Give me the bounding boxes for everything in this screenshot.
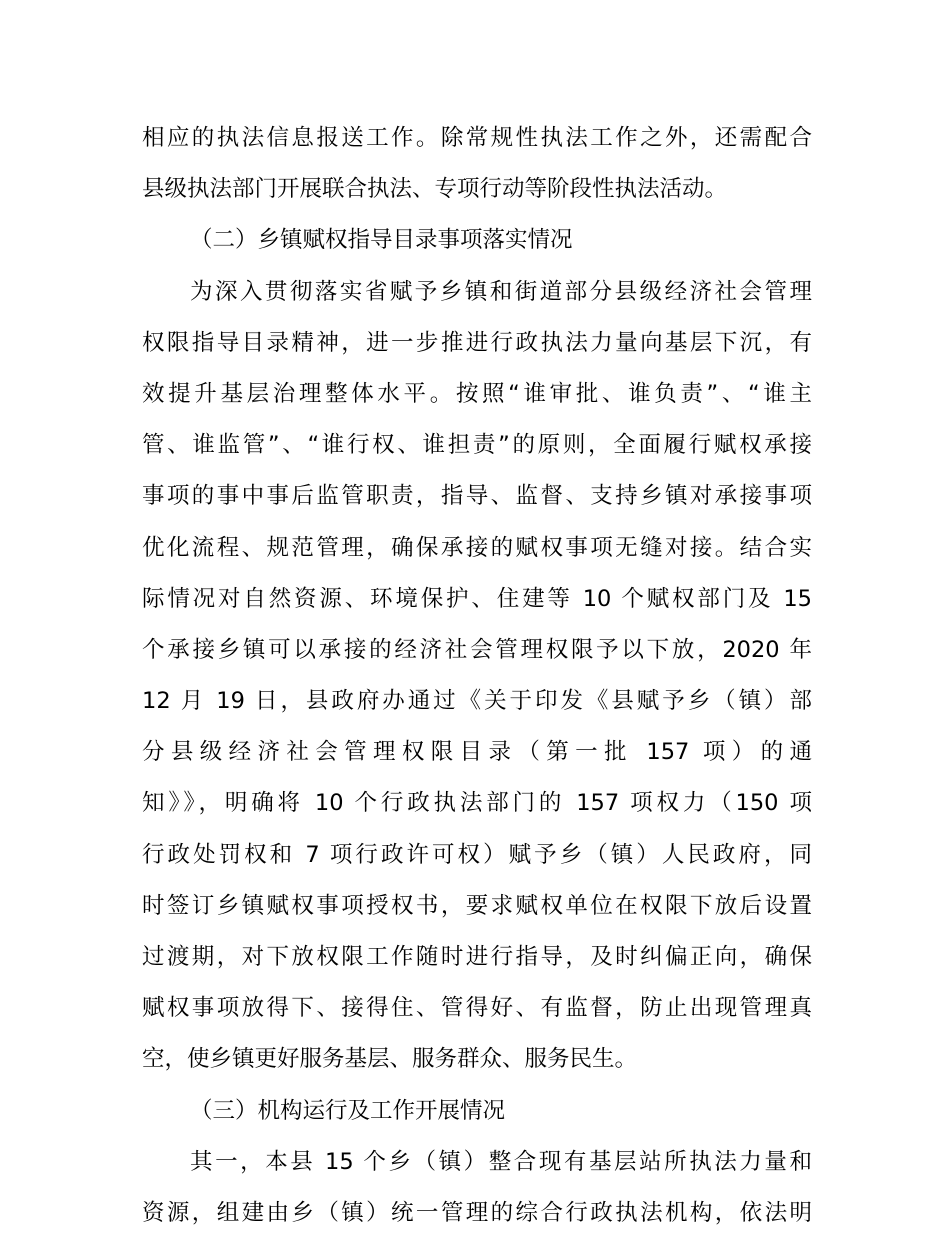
text-line: 时签订乡镇赋权事项授权书，要求赋权单位在权限下放后设置 <box>142 892 812 919</box>
text-line: 事项的事中事后监管职责，指导、监督、支持乡镇对承接事项 <box>142 483 812 510</box>
text-line: 空，使乡镇更好服务基层、服务群众、服务民生。 <box>142 1046 638 1073</box>
text-line: 优化流程、规范管理，确保承接的赋权事项无缝对接。结合实 <box>142 534 812 561</box>
text-line: 个承接乡镇可以承接的经济社会管理权限予以下放，2020 年 <box>142 636 812 663</box>
text-line: 行政处罚权和 7 项行政许可权）赋予乡（镇）人民政府，同 <box>142 841 812 868</box>
text-line: 分县级经济社会管理权限目录（第一批 157 项）的通 <box>142 739 812 766</box>
text-line: 赋权事项放得下、接得住、管得好、有监督，防止出现管理真 <box>142 995 812 1022</box>
text-line: 效提升基层治理整体水平。按照“谁审批、谁负责”、“谁主 <box>142 380 812 407</box>
section-heading: （三）机构运行及工作开展情况 <box>190 1097 506 1124</box>
text-line: 过渡期，对下放权限工作随时进行指导，及时纠偏正向，确保 <box>142 944 812 970</box>
text-line: 相应的执法信息报送工作。除常规性执法工作之外，还需配合 <box>142 125 812 151</box>
paragraph-first-line: 其一，本县 15 个乡（镇）整合现有基层站所执法力量和 <box>190 1148 812 1175</box>
text-line: 际情况对自然资源、环境保护、住建等 10 个赋权部门及 15 <box>142 585 812 612</box>
text-line: 县级执法部门开展联合执法、专项行动等阶段性执法活动。 <box>142 176 728 203</box>
paragraph-first-line: 为深入贯彻落实省赋予乡镇和街道部分县级经济社会管理 <box>190 278 812 305</box>
document-page <box>142 113 812 1239</box>
text-line: 12 月 19 日，县政府办通过《关于印发《县赋予乡（镇）部 <box>142 688 812 715</box>
text-line: 管、谁监管”、“谁行权、谁担责”的原则，全面履行赋权承接 <box>142 432 812 459</box>
section-heading: （二）乡镇赋权指导目录事项落实情况 <box>190 227 573 254</box>
text-line: 资源，组建由乡（镇）统一管理的综合行政执法机构，依法明 <box>142 1199 812 1226</box>
text-line: 知》》，明确将 10 个行政执法部门的 157 项权力（150 项 <box>142 790 812 817</box>
text-line: 权限指导目录精神，进一步推进行政执法力量向基层下沉，有 <box>142 329 812 356</box>
